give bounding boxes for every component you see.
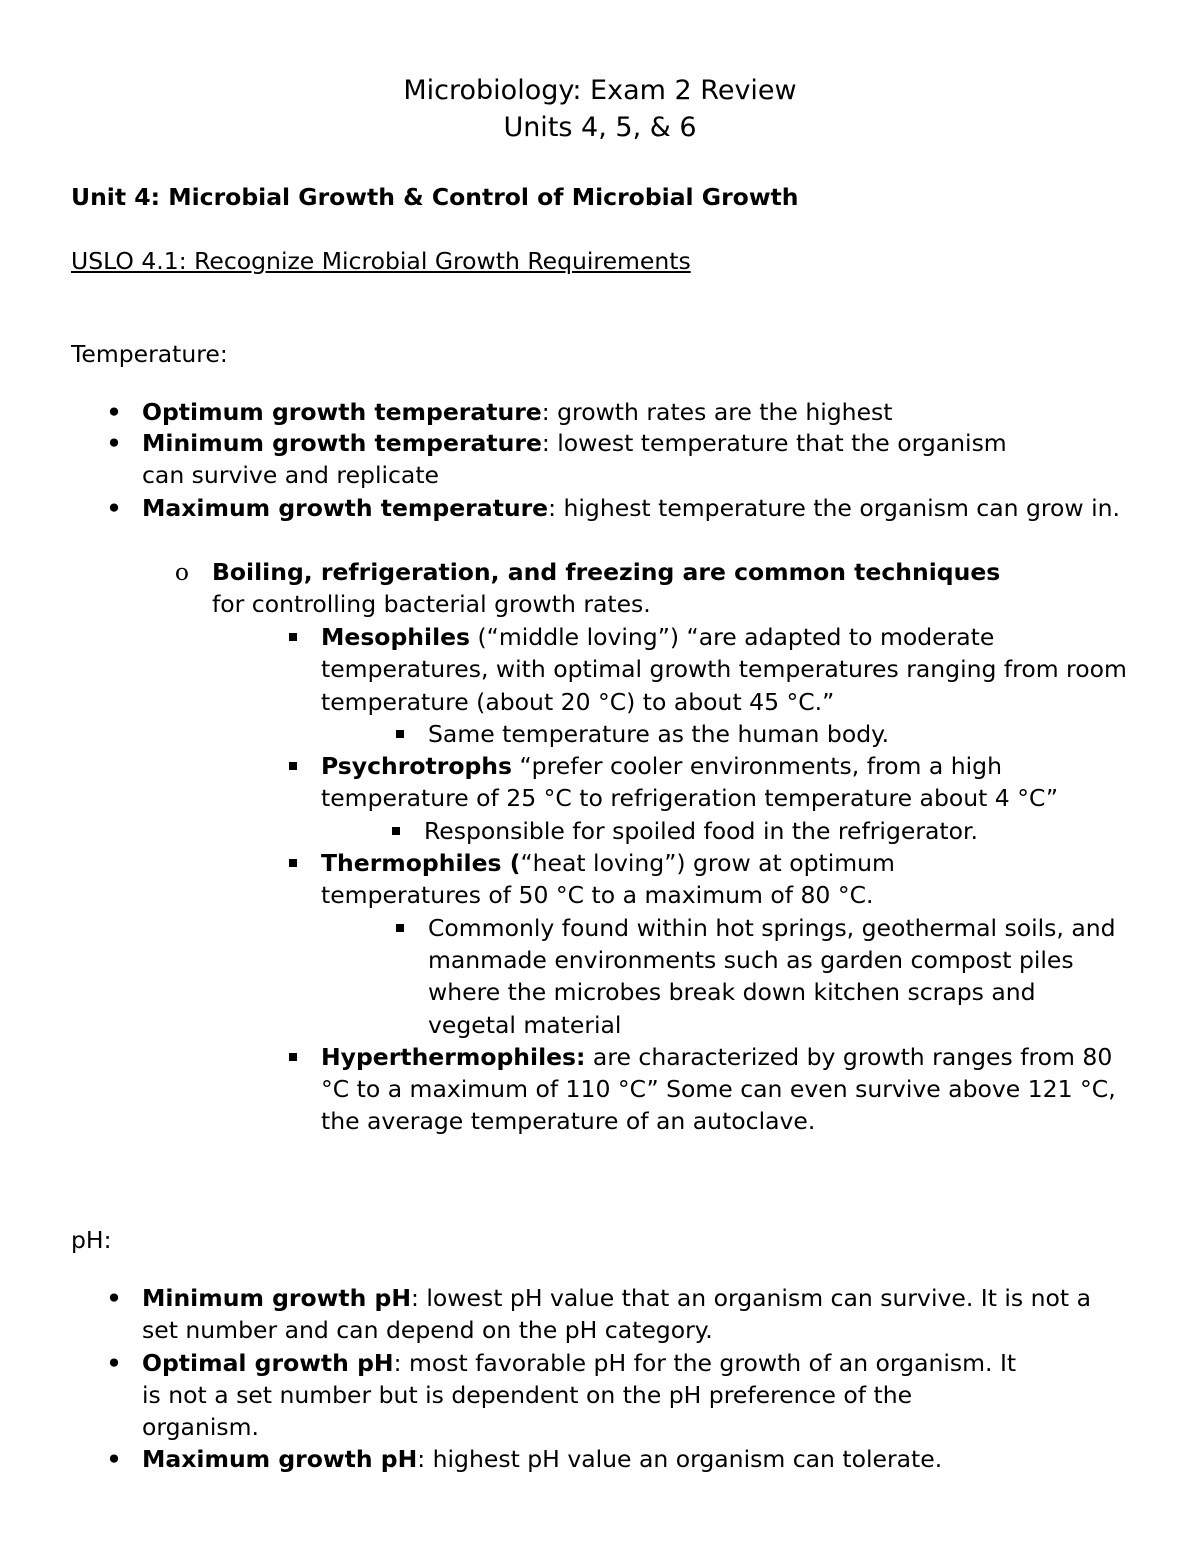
definition: : highest temperature the organism can grow in. bbox=[548, 494, 1121, 522]
ph-label: pH: bbox=[71, 1226, 112, 1254]
list-item bbox=[424, 815, 1131, 847]
bullet-icon: • bbox=[106, 398, 122, 426]
square-bullet-icon bbox=[289, 859, 297, 867]
bullet-icon: • bbox=[106, 429, 122, 457]
ph-list bbox=[106, 1282, 1132, 1476]
list-item bbox=[106, 492, 1127, 524]
list-item bbox=[106, 1347, 1022, 1444]
square-bullet-icon bbox=[392, 827, 400, 835]
term: Optimal growth pH bbox=[142, 1348, 394, 1377]
list-item bbox=[321, 847, 1021, 912]
term: Thermophiles ( bbox=[321, 849, 521, 878]
term: Maximum growth pH bbox=[142, 1445, 418, 1474]
sub-list bbox=[174, 556, 1012, 621]
list-item bbox=[428, 718, 1131, 750]
term: Minimum growth temperature bbox=[142, 429, 542, 457]
list-item bbox=[174, 556, 1012, 621]
definition: : lowest pH value that an organism can survive. It is not a set number and can depend on the pH category. bbox=[142, 1284, 1092, 1345]
term: Mesophiles bbox=[321, 623, 471, 651]
square-bullet-icon bbox=[289, 762, 297, 770]
bullet-icon: • bbox=[106, 494, 122, 522]
unit-heading: Unit 4: Microbial Growth & Control of Microbial Growth bbox=[71, 183, 799, 211]
square-bullet-icon bbox=[396, 730, 404, 738]
sub-marker: o bbox=[174, 558, 190, 586]
definition: are characterized by growth ranges from 80 °C to a maximum of 110 °C” Some can even survive above 121 °C, the average temperature of an autoclave. bbox=[321, 1042, 1116, 1136]
term: Optimum growth temperature bbox=[142, 398, 542, 426]
definition: : most favorable pH for the growth of an organism. It is not a set number but is dependent on the pH preference of the organism. bbox=[142, 1348, 1017, 1442]
list-item bbox=[428, 912, 1118, 1041]
list-item bbox=[321, 1041, 1131, 1138]
definition: : highest pH value an organism can tolerate. bbox=[417, 1445, 943, 1474]
bullet-icon: • bbox=[106, 1445, 122, 1474]
bullet-icon: • bbox=[106, 1348, 122, 1377]
uslo-heading: USLO 4.1: Recognize Microbial Growth Requirements bbox=[71, 247, 691, 275]
term: Psychrotrophs bbox=[321, 752, 513, 781]
title-block bbox=[0, 72, 1200, 146]
square-bullet-icon bbox=[289, 1053, 297, 1061]
term: Minimum growth pH bbox=[142, 1284, 412, 1312]
bullet-icon: • bbox=[106, 1284, 122, 1312]
list-item bbox=[106, 396, 1142, 427]
document-title: Microbiology: Exam 2 Review bbox=[403, 75, 797, 106]
document-subtitle: Units 4, 5, & 6 bbox=[503, 112, 697, 143]
list-item bbox=[321, 750, 1131, 815]
note: Same temperature as the human body. bbox=[428, 719, 890, 748]
list-item bbox=[106, 427, 1042, 492]
definition: “heat loving”) grow at optimum temperatures of 50 °C to a maximum of 80 °C. bbox=[321, 849, 895, 910]
definition: for controlling bacterial growth rates. bbox=[212, 590, 651, 619]
temperature-list bbox=[106, 396, 1142, 524]
list-item bbox=[106, 1443, 1132, 1475]
definition: (“middle loving”) “are adapted to moderate temperatures, with optimal growth temperatures ranging from room temperature (about 20 °C) to about 45 °C.” bbox=[321, 623, 1127, 716]
definition: “prefer cooler environments, from a high temperature of 25 °C to refrigeration temperature about 4 °C” bbox=[321, 752, 1059, 813]
list-item bbox=[106, 1282, 1132, 1347]
definition: : growth rates are the highest bbox=[541, 398, 893, 426]
note: Commonly found within hot springs, geothermal soils, and manmade environments such as garden compost piles where the microbes break down kitchen scraps and vegetal material bbox=[428, 913, 1116, 1039]
organism-groups bbox=[321, 621, 1131, 1138]
term: Maximum growth temperature bbox=[142, 494, 549, 522]
list-item bbox=[321, 621, 1131, 718]
square-bullet-icon bbox=[289, 633, 297, 641]
term: Hyperthermophiles: bbox=[321, 1042, 586, 1071]
term: Boiling, refrigeration, and freezing are common techniques bbox=[212, 558, 1001, 586]
definition: : lowest temperature that the organism can survive and replicate bbox=[142, 429, 1007, 490]
note: Responsible for spoiled food in the refrigerator. bbox=[424, 816, 978, 845]
temperature-label: Temperature: bbox=[71, 340, 228, 368]
square-bullet-icon bbox=[396, 924, 404, 932]
